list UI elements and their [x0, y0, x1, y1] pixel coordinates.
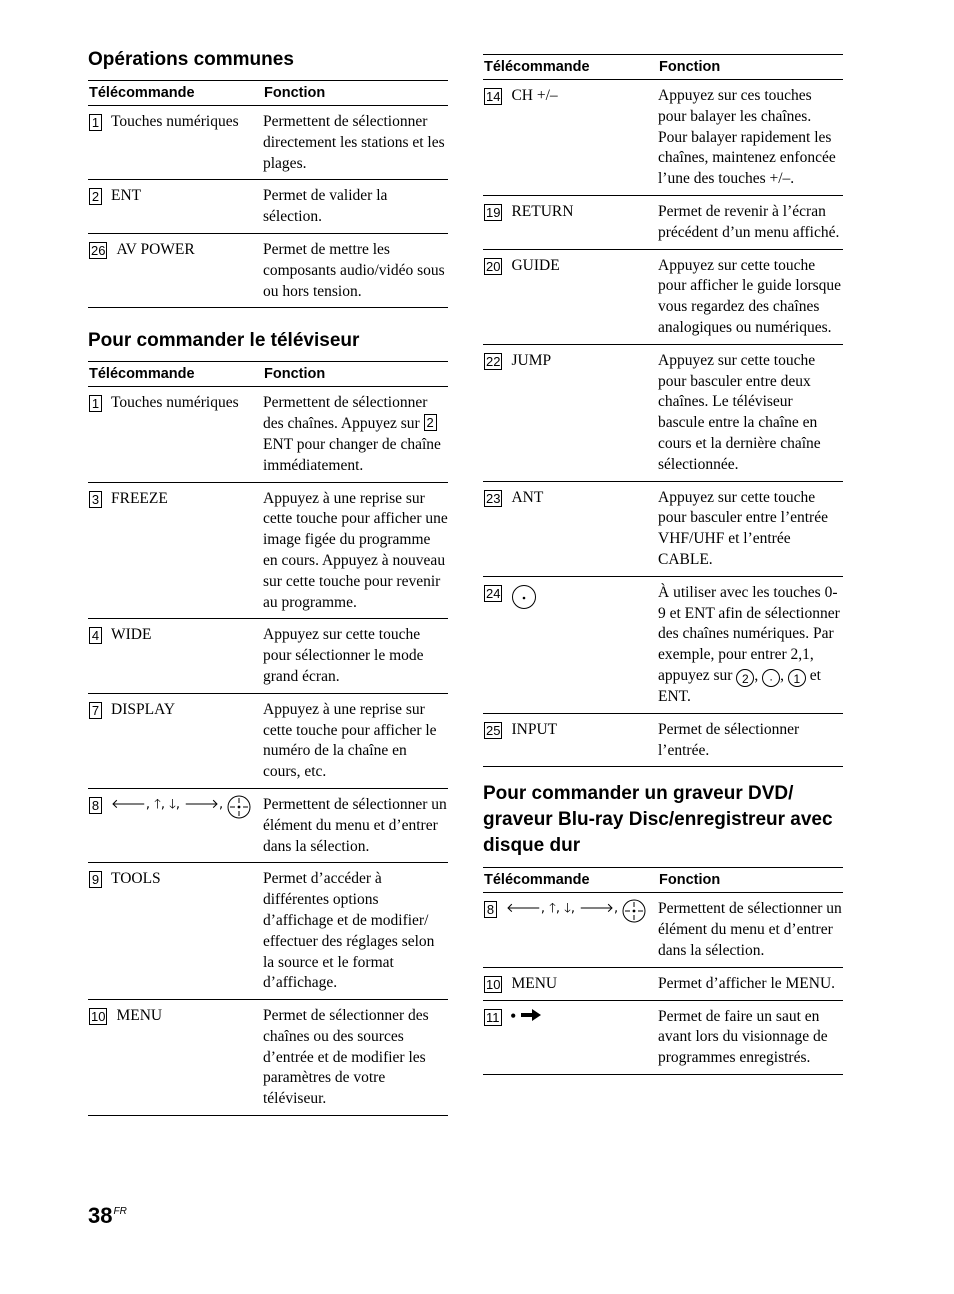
key-label: FREEZE — [111, 489, 168, 507]
page-number: $38^{FR}$ — [88, 1203, 127, 1228]
function-text: Permet de sélectionner l’entrée. — [658, 720, 800, 759]
key-label: Touches numériques — [111, 394, 239, 412]
key-number-badge: 3 — [89, 491, 102, 508]
key-number-badge: 2 — [424, 414, 437, 431]
function-text: Permet de faire un saut en avant lors du visionnage de programmes enregistrés. — [658, 1007, 828, 1067]
function-text: Permet de mettre les composants audio/vidéo sous ou hors tension. — [263, 240, 445, 300]
function-text: Appuyez sur ces touches pour balayer les chaînes. Pour balayer rapidement les chaînes, maintenez enfoncée l’une des touches +/–. — [658, 87, 836, 188]
key-label: TOOLS — [111, 870, 161, 888]
key-label: CH +/– — [511, 87, 558, 104]
function-text: Permet de sélectionner des chaînes ou des sources d’entrée et de modifier les paramètres de votre téléviseur. — [263, 1007, 429, 1108]
table-row — [88, 234, 448, 308]
function-text: Permettent de sélectionner un élément du menu et d’entrer dans la sélection. — [263, 795, 447, 855]
table-header — [88, 362, 448, 387]
skip-arrow-icon — [520, 1007, 542, 1028]
right-column — [483, 0, 843, 1075]
function-text: Permet d’afficher le MENU. — [658, 974, 836, 992]
table-header — [88, 81, 448, 106]
key-number-badge: 1 — [89, 114, 102, 131]
table-row — [88, 694, 448, 789]
key-number-badge: 10 — [91, 1009, 106, 1025]
dot-key-icon: · — [762, 669, 780, 687]
key-label: WIDE — [111, 626, 152, 644]
key-number-badge: 25 — [486, 722, 501, 738]
header-remote: Télécommande — [89, 85, 195, 101]
key-label: • — [510, 1007, 516, 1025]
key-label: ANT — [511, 488, 544, 506]
key-label: RETURN — [511, 202, 574, 220]
key-label: AV POWER — [116, 240, 195, 258]
table-row — [88, 180, 448, 234]
table-row — [483, 893, 843, 967]
function-text: Appuyez sur cette touche pour sélectionner le mode grand écran. — [263, 626, 424, 685]
key-label: Touches numériques — [111, 113, 239, 130]
dot-key-icon — [511, 583, 537, 617]
key-label: MENU — [116, 1007, 163, 1025]
table-row — [483, 196, 843, 250]
header-remote: Télécommande — [484, 872, 590, 889]
key-label: DISPLAY — [111, 700, 176, 718]
header-function: Fonction — [264, 85, 326, 101]
key-number-badge: 7 — [89, 702, 102, 719]
key-label: JUMP — [511, 351, 552, 369]
left-column — [88, 0, 448, 1116]
function-text: Permet de revenir à l’écran précédent d’un menu affiché. — [658, 202, 840, 241]
recorder-table — [483, 867, 843, 1075]
arrow-keys-icon: 🡐, 🡑, 🡓, 🡒, — [111, 796, 224, 812]
key-label: MENU — [511, 974, 558, 992]
key-number-badge: 23 — [486, 490, 501, 506]
table-header — [483, 55, 843, 80]
function-text: Permet d’accéder à différentes options d’affichage et de modifier/ effectuer des réglages selon la source et le format d’affichage. — [263, 870, 435, 992]
table-row — [483, 80, 843, 196]
section-title-tv: Pour commander le téléviseur — [88, 330, 360, 352]
table-row — [483, 968, 843, 1001]
key-label: ENT — [111, 187, 142, 205]
key-number-badge: 19 — [486, 204, 501, 220]
enter-key-icon — [227, 795, 251, 820]
table-row — [88, 863, 448, 1000]
language-code: FR — [113, 1206, 127, 1217]
section-title-recorder: Pour commander un graveur DVD/ graveur Blu-ray Disc/enregistreur avec disque dur — [483, 783, 833, 857]
key-label: INPUT — [511, 720, 558, 738]
key-2-icon: 2 — [736, 669, 754, 687]
table-header — [483, 868, 843, 893]
key-number-badge: 26 — [91, 242, 106, 258]
header-function: Fonction — [659, 872, 721, 889]
table-row — [88, 106, 448, 180]
key-number-badge: 11 — [486, 1009, 500, 1025]
table-row — [483, 345, 843, 482]
key-number-badge: 8 — [89, 797, 102, 814]
table-row — [88, 387, 448, 482]
table-row — [483, 714, 843, 768]
tv-table — [88, 361, 448, 1116]
table-row — [483, 577, 843, 714]
key-number-badge: 9 — [89, 871, 102, 888]
function-text: Appuyez à une reprise sur cette touche pour afficher une image figée du programme en cours. Appuyez à nouveau sur cette touche pour revenir au programme. — [263, 489, 448, 611]
function-text: Permet de valider la sélection. — [263, 187, 388, 226]
function-text: Permettent de sélectionner un élément du menu et d’entrer dans la sélection. — [658, 900, 842, 959]
arrow-keys-icon: 🡐, 🡑, 🡓, 🡒, — [506, 901, 619, 917]
function-text: Appuyez sur cette touche pour afficher le guide lorsque vous regardez des chaînes analogiques ou numériques. — [658, 256, 842, 336]
tv-table-continued — [483, 54, 843, 767]
key-number-badge: 8 — [484, 901, 497, 918]
table-row — [88, 483, 448, 620]
key-number-badge: 10 — [486, 976, 501, 992]
function-text: Appuyez à une reprise sur cette touche pour afficher le numéro de la chaîne en cours, etc. — [263, 700, 437, 781]
table-row — [88, 619, 448, 693]
key-number-badge: 24 — [486, 585, 501, 601]
key-number-badge: 1 — [89, 395, 102, 412]
table-row — [483, 250, 843, 345]
key-number-badge: 20 — [486, 258, 501, 274]
header-remote: Télécommande — [89, 366, 195, 383]
enter-key-icon — [622, 899, 646, 924]
key-label: GUIDE — [511, 256, 560, 274]
table-row — [483, 482, 843, 577]
header-remote: Télécommande — [484, 59, 590, 75]
key-number-badge: 22 — [486, 353, 501, 369]
function-text: À utiliser avec les touches 0-9 et ENT afin de sélectionner des chaînes numériques. Par exemple, pour entrer 2,1, appuyez sur 2 , · , 1 et ENT. — [658, 583, 840, 705]
key-1-icon: 1 — [788, 669, 806, 687]
table-row — [88, 1000, 448, 1116]
table-row — [483, 1001, 843, 1075]
table-row — [88, 789, 448, 863]
key-number-badge: 14 — [486, 89, 501, 104]
function-text: Appuyez sur cette touche pour basculer entre deux chaînes. Le téléviseur bascule entre la chaîne en cours et la dernière chaîne sélectionnée. — [658, 351, 821, 473]
common-ops-table — [88, 80, 448, 308]
header-function: Fonction — [659, 59, 721, 75]
function-text: Permettent de sélectionner directement les stations et les plages. — [263, 113, 445, 172]
key-number-badge: 4 — [89, 627, 102, 644]
function-text: Permettent de sélectionner des chaînes. Appuyez sur 2ENT pour changer de chaîne immédiatement. — [263, 394, 441, 474]
section-title-common-ops: Opérations communes — [88, 49, 294, 70]
function-text: Appuyez sur cette touche pour basculer entre l’entrée VHF/UHF et l’entrée CABLE. — [658, 488, 828, 568]
key-number-badge: 2 — [89, 188, 102, 205]
header-function: Fonction — [264, 366, 326, 383]
